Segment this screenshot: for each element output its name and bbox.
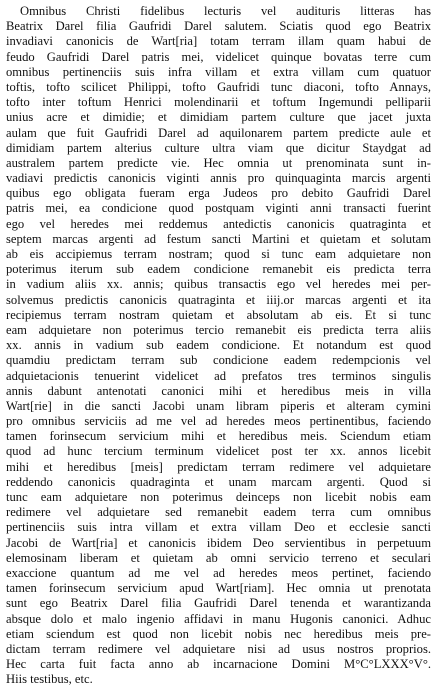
text-line-7: tofto inter toftum Henrici molendinarii et toftum Ingemundi pelliparii <box>6 95 431 110</box>
text-line-5: omnibus pertinenciis suis infra villam et extra villam cum quatuor <box>6 64 431 79</box>
text-line-18: poterimus iterum sub eadem condicione remanebit eis predicta terra <box>6 262 431 277</box>
text-line-38: exaccione quantum ad me vel ad heredes meos pertinet, faciendo <box>6 565 431 580</box>
text-line-29: tamen forinsecum servicium mihi et heredibus meis. Sciendum etiam <box>6 429 431 444</box>
text-line-39: tamen forinsecum servicium apud Wart[riam]. Hec omnia ut prenotata <box>6 581 431 596</box>
text-line-41: absque dolo et malo ingenio affidavi in manu Hugonis canonici. Adhuc <box>6 611 431 626</box>
text-line-11: australem partem predicte vie. Hec omnia ut prenominata sunt in- <box>6 155 431 170</box>
text-line-28: pro omnibus serviciis ad me vel ad heredes meos pertinentibus, faciendo <box>6 414 431 429</box>
text-line-27: Wart[rie] in die sancti Jacobi unam libram piperis et alteram cymini <box>6 398 431 413</box>
text-line-40: sunt ego Beatrix Darel filia Gaufridi Darel tenenda et warantizanda <box>6 596 431 611</box>
text-line-17: ab eis accipiemus terram nostram; quod si tunc eam adquietare non <box>6 247 431 261</box>
text-line-45: Hiis testibus, etc. <box>6 672 93 687</box>
text-line-4: feudo Gaufridi Darel patris mei, videlicet quinque bovatas terre cum <box>6 49 431 64</box>
text-line-1: Omnibus Christi fidelibus lecturis vel audituris litteras has <box>20 4 431 18</box>
text-line-35: pertinenciis suis intra villam et extra villam Deo et ecclesie sancti <box>6 520 431 535</box>
text-line-16: septem marcas argenti ad festum sancti Martini et quietam et solutam <box>6 231 431 246</box>
text-line-12: vadiavi predictis canonicis viginti annis pro quinquaginta marcis argenti <box>6 171 431 186</box>
text-line-30: quod ad hunc tercium terminum videlicet post ter xx. annos licebit <box>6 444 431 459</box>
text-line-8: unius acre et dimidie; et dimidiam partem culture que jacet juxta <box>6 110 431 125</box>
text-line-20: solvemus predictis canonicis quatraginta et iiij.or marcas argenti et ita <box>6 292 431 307</box>
text-line-13: quibus ego obligata fueram erga Judeos pro debito Gaufridi Darel <box>6 186 431 201</box>
text-line-24: quamdiu predictam terram sub condicione eadem redempcionis vel <box>6 353 431 368</box>
text-line-25: adquietacionis tenuerint videlicet ad prefatos tres terminos singulis <box>6 368 431 383</box>
text-line-32: reddendo canonicis quadraginta et unam marcam argenti. Quod si <box>6 474 431 489</box>
text-line-14: patris mei, ea condicione quod postquam viginti anni transacti fuerint <box>6 201 431 216</box>
text-line-2: Beatrix Darel filia Gaufridi Darel salutem. Sciatis quod ego Beatrix <box>6 19 431 34</box>
text-line-3: invadiavi canonicis de Wart[ria] totam terram illam quam habui de <box>6 34 431 49</box>
text-line-15: ego vel heredes mei reddemus antedictis canonicis quatraginta et <box>6 216 431 231</box>
text-line-42: etiam sciendum est quod non licebit nobis nec heredibus meis pre- <box>6 626 431 641</box>
text-line-6: toftis, tofto scilicet Philippi, tofto Gaufridi tunc diaconi, tofto Annays, <box>6 79 431 94</box>
text-line-23: xx. annis in vadium sub eadem condicione. Et notandum est quod <box>6 338 431 353</box>
charter-text-block <box>6 4 431 687</box>
text-line-19: in vadium aliis xx. annis; quibus transactis ego vel heredes mei per- <box>6 277 431 292</box>
text-line-26: annis dabunt antenotati canonici mihi et heredibus meis in villa <box>6 383 431 398</box>
text-line-36: Jacobi de Wart[ria] et canonicis ibidem Deo servientibus in perpetuum <box>6 535 431 550</box>
text-line-33: tunc eam adquietare non poterimus deinceps non licebit nobis eam <box>6 490 431 504</box>
text-line-43: dictam terram redimere vel adquietare nisi ad usus nostros proprios. <box>6 641 431 656</box>
text-line-10: dimidiam partem alterius culture ultra viam que dicitur Staydgat ad <box>6 140 431 155</box>
text-line-9: aulam que fuit Gaufridi Darel ad aquilonarem partem predicte aule et <box>6 125 431 140</box>
text-line-31: mihi et heredibus [meis] predictam terram redimere vel adquietare <box>6 459 431 474</box>
text-line-34: redimere vel adquietare sed remanebit eadem terra cum omnibus <box>6 505 431 520</box>
text-line-21: recipiemus terram nostram quietam et absolutam ab eis. Et si tunc <box>6 307 431 322</box>
text-line-44: Hec carta fuit facta anno ab incarnacione Domini M°C°LXXX°V°. <box>6 657 431 672</box>
text-line-22: eam adquietare non poterimus tercio remanebit eis predicta terra aliis <box>6 322 431 337</box>
text-line-37: elemosinam liberam et quietam ab omni servicio terreno et seculari <box>6 550 431 565</box>
